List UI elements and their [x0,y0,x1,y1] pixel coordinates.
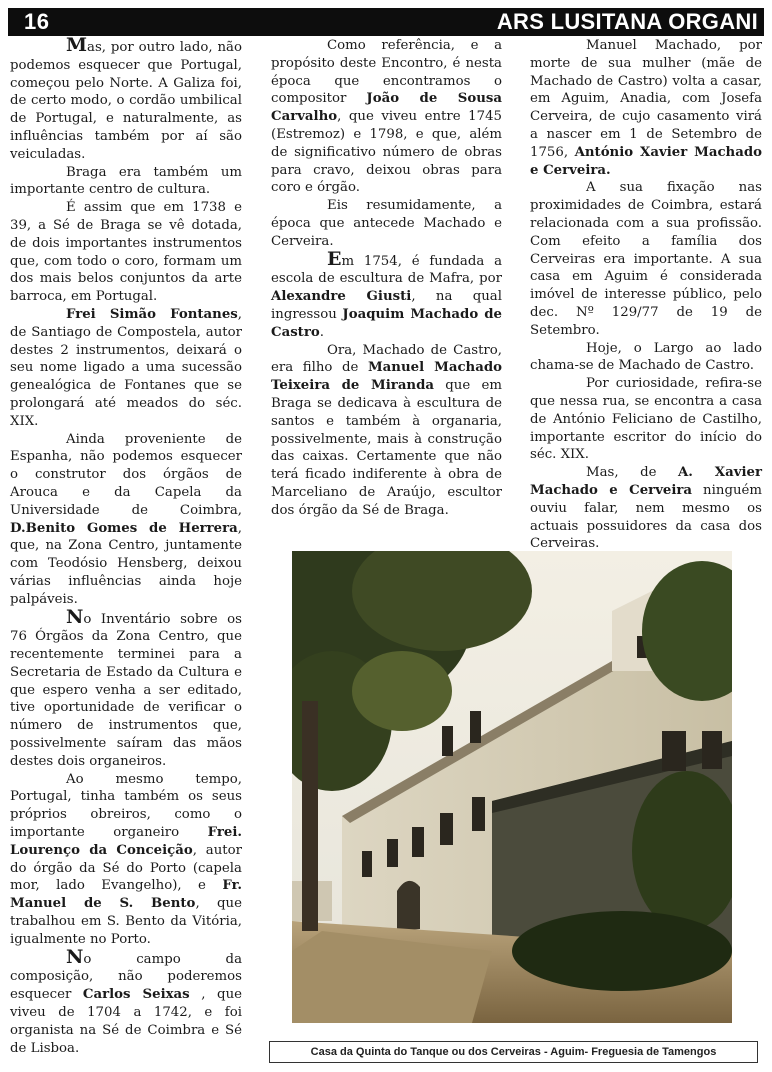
drop-cap: M [66,34,88,56]
paragraph-text: Como referência, e a propósito deste Encontro, é nesta época que encontramos o compositor [271,38,502,107]
paragraph [10,771,242,949]
drop-cap: N [66,945,84,968]
person-name: Frei Simão Fontanes [66,306,238,322]
paragraph-text: o Inventário sobre os 76 Órgãos da Zona Centro, que recentemente terminei para a Secretaria de Estado da Cultura e que espero venha a ser editado, tive oportunidade de verificar o número de instrumentos que, possivelmente saíram das mãos destes dois organeiros. [10,611,242,769]
text-column-3 [530,37,762,553]
paragraph-text: , na qual ingressou [271,289,502,322]
paragraph-text: , de Santiago de Compostela, autor destes 2 instrumentos, deixará o seu nome ligado a uma sucessão genealógica de Fontanes que se prolongará até meados do séc. XIX. [10,306,242,429]
paragraph-text: m 1754, é fundada a escola de escultura de Mafra, por [271,253,502,287]
paragraph: É assim que em 1738 e 39, a Sé de Braga se vê dotada, de dois importantes instrumentos que, com todo o coro, formam um dos mais belos conjuntos da arte barroca, em Portugal. [10,200,242,305]
paragraph [530,464,762,553]
paragraph-text: Ora, Machado de Castro, era filho de [271,342,502,376]
house-photo [292,551,732,1023]
paragraph-text: , autor do órgão da Sé do Porto (capela mor, lado Evangelho), e [10,842,242,894]
paragraph: Por curiosidade, refira-se que nessa rua, se encontra a casa de António Feliciano de Castilho, importante escritor do início do séc. XIX. [530,376,762,463]
paragraph [10,306,242,431]
paragraph [271,247,503,342]
person-name: A. Xavier Machado e Cerveira [530,465,762,498]
paragraph-text: Ao mesmo tempo, Portugal, tinha também os seus próprios obreiros, como o importante organeiro [10,771,242,841]
paragraph-text: Manuel Machado, por morte de sua mulher (mãe de Machado de Castro) volta a casar, em Aguim, Anadia, com Josefa Cerveira, de cujo casamento virá a nascer em 1 de Setembro de 1756, [530,38,762,160]
paragraph [271,342,502,520]
paragraph [530,37,762,179]
house-photo-illustration [292,551,732,1023]
paragraph [10,605,242,771]
person-name: Fr. Manuel de S. Bento [10,878,242,912]
person-name: António Xavier Machado e Cerveira. [530,144,762,178]
paragraph: Hoje, o Largo ao lado chama-se de Machado de Castro. [530,340,762,374]
paragraph [10,431,242,609]
paragraph-text: as, por outro lado, não podemos esquecer que Portugal, começou pelo Norte. A Galiza foi, de certo modo, o cordão umbilical de Portugal, e naturalmente, as influências também por aí são veiculadas. [10,40,242,162]
paragraph-text: , que viveu de 1704 a 1742, e foi organista na Sé de Coimbra e Sé de Lisboa. [10,987,242,1056]
person-name: Alexandre Giusti [271,289,412,305]
person-name: João de Sousa Carvalho [271,91,502,125]
magazine-title: ARS LUSITANA ORGANI [496,9,758,34]
text-column-2 [271,37,502,520]
paragraph-text: . [319,324,324,340]
person-name: Frei. Lourenço da Conceição [10,825,242,858]
photo-caption: Casa da Quinta do Tanque ou dos Cerveiras - Aguim- Freguesia de Tamengos [310,1046,717,1058]
person-name: Joaquim Machado de Castro [271,306,503,340]
person-name: Manuel Machado Teixeira de Miranda [271,360,502,394]
paragraph [271,37,502,197]
paragraph: Braga era também um importante centro de cultura. [10,164,242,198]
paragraph [10,34,242,164]
paragraph-text: que em Braga se dedicava à escultura de santos e também à organaria, possivelmente, mais à construção das caixas. Certamente que não terá ficado indiferente à obra de Marceliano de Araújo, escultor dos órgão da Sé de Braga. [271,378,502,518]
paragraph-text: , que, na Zona Centro, juntamente com Teodósio Hensberg, deixou várias influências ainda hoje palpáveis. [10,520,242,607]
person-name: Carlos Seixas [82,987,190,1003]
page-number: 16 [24,9,50,34]
text-column-1 [10,34,242,1057]
paragraph: A sua fixação nas proximidades de Coimbra, estará relacionada com a sua profissão. Com efeito a família dos Cerveiras era importante. A sua casa em Aguim é considerada imóvel de interesse público, pelo dec. Nº 129/77 de 19 de Setembro. [530,180,762,338]
paragraph-text: ninguém ouviu falar, nem mesmo os actuais possuidores da casa dos Cerveiras. [530,482,762,552]
drop-cap: E [327,247,342,270]
drop-cap: N [66,605,84,628]
paragraph-text: o campo da composição, não poderemos esquecer [10,951,242,1003]
paragraph-text: Mas, de [586,465,678,481]
paragraph-text: , que trabalhou em S. Bento da Vitória, igualmente no Porto. [10,896,242,947]
person-name: D.Benito Gomes de Herrera [10,520,238,536]
paragraph [10,945,242,1058]
paragraph: Eis resumidamente, a época que antecede Machado e Cerveira. [271,198,502,249]
photo-caption-box [269,1041,758,1063]
paragraph-text: Ainda proveniente de Espanha, não podemos esquecer o construtor dos órgãos de Arouca e da Capela da Universidade de Coimbra, [10,431,242,518]
page-header [8,8,764,36]
paragraph-text: , que viveu entre 1745 (Estremoz) e 1798, e que, além de significativo número de obras para cravo, deixou obras para coro e órgão. [271,109,502,196]
